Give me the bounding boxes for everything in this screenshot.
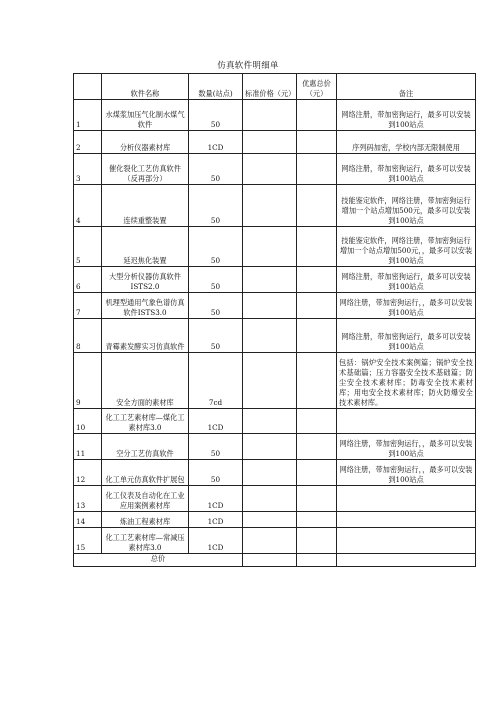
row-number: 6: [74, 267, 102, 293]
row-remark: 网络注册，带加密狗运行，最多可以安装到100站点: [337, 319, 476, 353]
row-remark: 网络注册，带加密狗运行，最多可以安装到100站点: [337, 100, 476, 131]
row-discount-price: [297, 185, 337, 227]
table-row: [74, 409, 476, 434]
header-row: [74, 74, 476, 100]
row-standard-price: [243, 486, 297, 512]
row-discount-price: [297, 293, 337, 319]
row-discount-price: [297, 528, 337, 554]
row-remark: 技能鉴定软件，网络注册，带加密狗运行增加一个站点增加500元，，最多可以安装到100站点: [337, 227, 476, 267]
header-qty: 数量(站点): [189, 74, 243, 100]
row-software-name: 化工工艺素材库—常减压素材库3.0: [102, 528, 189, 554]
row-software-name: 延迟焦化装置: [102, 227, 189, 267]
row-remark: [337, 409, 476, 434]
row-number: 14: [74, 512, 102, 528]
table-row: [74, 227, 476, 267]
row-discount-price: [297, 319, 337, 353]
software-table: [73, 73, 476, 567]
row-remark: 序列码加密，学校内部无限制使用: [337, 131, 476, 154]
row-standard-price: [243, 512, 297, 528]
row-quantity: 1CD: [189, 512, 243, 528]
table-row: [74, 154, 476, 185]
table-row: [74, 293, 476, 319]
row-software-name: 连续重整装置: [102, 185, 189, 227]
row-standard-price: [243, 100, 297, 131]
row-standard-price: [243, 267, 297, 293]
row-standard-price: [243, 460, 297, 486]
row-quantity: 7cd: [189, 353, 243, 409]
table-row: [74, 434, 476, 460]
table-row: [74, 319, 476, 353]
row-standard-price: [243, 227, 297, 267]
row-discount-price: [297, 131, 337, 154]
table-row: [74, 100, 476, 131]
row-standard-price: [243, 434, 297, 460]
row-discount-price: [297, 227, 337, 267]
row-remark: [337, 512, 476, 528]
row-standard-price: [243, 353, 297, 409]
row-remark: 网络注册，带加密狗运行，最多可以安装到100站点: [337, 154, 476, 185]
row-discount-price: [297, 154, 337, 185]
table-row: [74, 131, 476, 154]
page-title: 仿真软件明细单: [217, 61, 279, 71]
row-quantity: 50: [189, 319, 243, 353]
row-quantity: 1CD: [189, 528, 243, 554]
row-discount-price: [297, 267, 337, 293]
row-number: 12: [74, 460, 102, 486]
total-discount: [297, 554, 337, 567]
row-standard-price: [243, 319, 297, 353]
row-software-name: 化工仪表及自动化在工业应用案例素材库: [102, 486, 189, 512]
row-remark: 技能鉴定软件，网络注册，带加密狗运行增加一个站点增加500元，最多可以安装到100站点: [337, 185, 476, 227]
row-standard-price: [243, 409, 297, 434]
row-quantity: 50: [189, 434, 243, 460]
table-row: [74, 528, 476, 554]
row-standard-price: [243, 528, 297, 554]
row-standard-price: [243, 293, 297, 319]
row-number: 7: [74, 293, 102, 319]
table-row: [74, 512, 476, 528]
total-price: [243, 554, 297, 567]
row-software-name: 炼油工程素材库: [102, 512, 189, 528]
row-discount-price: [297, 409, 337, 434]
total-remark: [337, 554, 476, 567]
row-quantity: 1CD: [189, 131, 243, 154]
header-no: [74, 74, 102, 100]
row-software-name: 安全方面的素材库: [102, 353, 189, 409]
row-number: 11: [74, 434, 102, 460]
row-remark: [337, 528, 476, 554]
table-row: [74, 267, 476, 293]
row-software-name: 机理型通用气象色谱仿真软件ISTS3.0: [102, 293, 189, 319]
row-quantity: 50: [189, 100, 243, 131]
row-number: 9: [74, 353, 102, 409]
row-software-name: 青霉素发酵实习仿真软件: [102, 319, 189, 353]
row-software-name: 空分工艺仿真软件: [102, 434, 189, 460]
row-software-name: 分析仪器素材库: [102, 131, 189, 154]
row-number: 15: [74, 528, 102, 554]
row-discount-price: [297, 353, 337, 409]
row-remark: 网络注册，带加密狗运行，，最多可以安装到100站点: [337, 434, 476, 460]
row-remark: 网络注册，带加密狗运行，，最多可以安装到100站点: [337, 460, 476, 486]
row-quantity: 50: [189, 293, 243, 319]
row-quantity: 50: [189, 185, 243, 227]
row-software-name: 大型分析仪器仿真软件ISTS2.0: [102, 267, 189, 293]
row-discount-price: [297, 434, 337, 460]
row-number: 8: [74, 319, 102, 353]
row-quantity: 1CD: [189, 409, 243, 434]
row-number: 4: [74, 185, 102, 227]
row-software-name: 催化裂化工艺仿真软件（反再部分）: [102, 154, 189, 185]
row-quantity: 50: [189, 154, 243, 185]
total-label: 总价: [74, 554, 243, 567]
row-quantity: 50: [189, 267, 243, 293]
row-standard-price: [243, 131, 297, 154]
row-number: 5: [74, 227, 102, 267]
row-remark: 网络注册，带加密狗运行，最多可以安装到100站点: [337, 267, 476, 293]
row-remark: 网络注册，带加密狗运行，，最多可以安装到100站点: [337, 293, 476, 319]
table-row: [74, 486, 476, 512]
row-software-name: 水煤浆加压气化制水煤气软件: [102, 100, 189, 131]
table-row: [74, 460, 476, 486]
row-standard-price: [243, 185, 297, 227]
header-name: 软件名称: [102, 74, 189, 100]
row-standard-price: [243, 154, 297, 185]
row-number: 10: [74, 409, 102, 434]
row-software-name: 化工单元仿真软件扩展包: [102, 460, 189, 486]
header-price: 标准价格（元）: [243, 74, 297, 100]
table-row: [74, 353, 476, 409]
row-discount-price: [297, 100, 337, 131]
row-number: 13: [74, 486, 102, 512]
header-remark: 备注: [337, 74, 476, 100]
total-row: [74, 554, 476, 567]
row-discount-price: [297, 512, 337, 528]
row-remark: [337, 486, 476, 512]
row-number: 3: [74, 154, 102, 185]
row-quantity: 50: [189, 460, 243, 486]
header-discount: 优惠总价（元）: [297, 74, 337, 100]
row-remark: 包括：锅炉安全技术案例篇；锅炉安全技术基础篇；压力容器安全技术基础篇；防尘安全技术素材库；防毒安全技术素材库；用电安全技术素材库；防火防爆安全技术素材库。: [337, 353, 476, 409]
row-number: 1: [74, 100, 102, 131]
row-software-name: 化工工艺素材库—煤化工素材库3.0: [102, 409, 189, 434]
row-quantity: 1CD: [189, 486, 243, 512]
row-quantity: 50: [189, 227, 243, 267]
row-discount-price: [297, 486, 337, 512]
row-number: 2: [74, 131, 102, 154]
table-row: [74, 185, 476, 227]
row-discount-price: [297, 460, 337, 486]
